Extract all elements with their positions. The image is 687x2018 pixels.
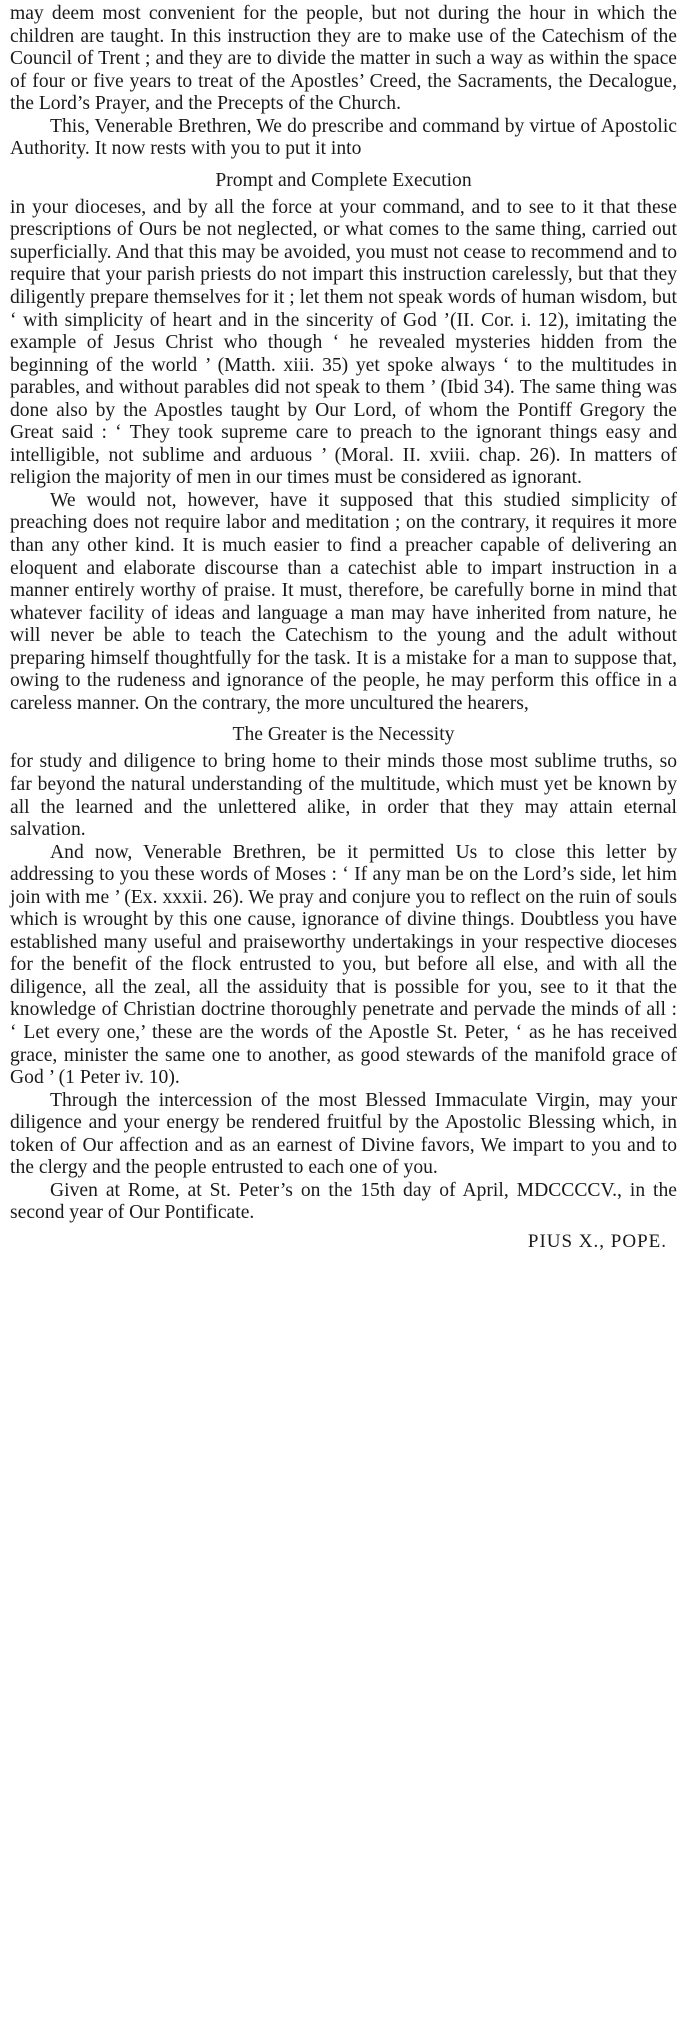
paragraph-diligent-preparation: in your dioceses, and by all the force at your command, and to see to it that these prescriptions of Ours be not neglected, or what comes to the same thing, carried out superficially. And that this may be avoided, you must not cease to recommend and to require that your parish priests do not impart this instruction carelessly, but that they diligently prepare themselves for it ; let them not speak words of human wisdom, but ‘ with simplicity of heart and in the sincerity of God ’(II. Cor. i. 12), imitating the example of Jesus Christ who though ‘ he revealed mysteries hidden from the beginning of the world ’ (Matth. xiii. 35) yet spoke always ‘ to the multitudes in parables, and without parables did not speak to them ’ (Ibid 34). The same thing was done also by the Apostles taught by Our Lord, of whom the Pontiff Gregory the Great said : ‘ They took supreme care to preach to the ignorant things easy and intelligible, not sublime and arduous ’ (Moral. II. xviii. chap. 26). In matters of religion the majority of men in our times must be considered as ignorant. <box>10 196 677 489</box>
section-heading-prompt-execution: Prompt and Complete Execution <box>215 169 472 191</box>
paragraph-study-and-diligence: for study and diligence to bring home to their minds those most sublime truths, so far beyond the natural understanding of the multitude, which must yet be known by all the learned and the unlettered alike, in order that they may attain eternal salvation. <box>10 751 677 841</box>
paragraph-simplicity-of-preaching: We would not, however, have it supposed that this studied simplicity of preaching does not require labor and meditation ; on the contrary, it requires it more than any other kind. It is much easier to find a preacher capable of delivering an eloquent and elaborate discourse than a catechist able to impart instruction in a manner entirely worthy of praise. It must, therefore, be carefully borne in mind that whatever facility of ideas and language a man may have inherited from nature, he will never be able to teach the Catechism to the young and the adult without preparing himself thoughtfully for the task. It is a mistake for a man to suppose that, owing to the rudeness and ignorance of the people, he may perform this office in a careless manner. On the contrary, the more uncultured the hearers, <box>10 489 677 714</box>
paragraph-given-at-rome: Given at Rome, at St. Peter’s on the 15th day of April, MDCCCCV., in the second year of Our Pontificate. <box>10 1179 677 1224</box>
paragraph-apostolic-authority: This, Venerable Brethren, We do prescribe and command by virtue of Apostolic Authority. It now rests with you to put it into <box>10 115 677 160</box>
section-heading-greater-necessity: The Greater is the Necessity <box>232 724 455 746</box>
paragraph-catechism-schedule: may deem most convenient for the people, but not during the hour in which the children are taught. In this instruction they are to make use of the Catechism of the Council of Trent ; and they are to divide the matter in such a way as within the space of four or five years to treat of the Apostles’ Creed, the Sacraments, the Decalogue, the Lord’s Prayer, and the Precepts of the Church. <box>10 3 677 115</box>
signature-pius-x: PIUS X., POPE. <box>527 1230 667 1252</box>
paragraph-apostolic-blessing: Through the intercession of the most Blessed Immaculate Virgin, may your diligence and your energy be rendered fruitful by the Apostolic Blessing which, in token of Our affection and as an earnest of Divine favors, We impart to you and to the clergy and the people entrusted to each one of you. <box>10 1089 677 1179</box>
paragraph-closing-exhortation: And now, Venerable Brethren, be it permitted Us to close this letter by addressing to you these words of Moses : ‘ If any man be on the Lord’s side, let him join with me ’ (Ex. xxxii. 26). We pray and conjure you to reflect on the ruin of souls which is wrought by this one cause, ignorance of divine things. Doubtless you have established many useful and praiseworthy undertakings in your respective dioceses for the benefit of the flock entrusted to you, but before all else, and with all the diligence, all the zeal, all the assiduity that is possible for you, see to it that the knowledge of Christian doctrine thoroughly penetrate and pervade the minds of all : ‘ Let every one,’ these are the words of the Apostle St. Peter, ‘ as he has received grace, minister the same one to another, as good stewards of the manifold grace of God ’ (1 Peter iv. 10). <box>10 841 677 1089</box>
